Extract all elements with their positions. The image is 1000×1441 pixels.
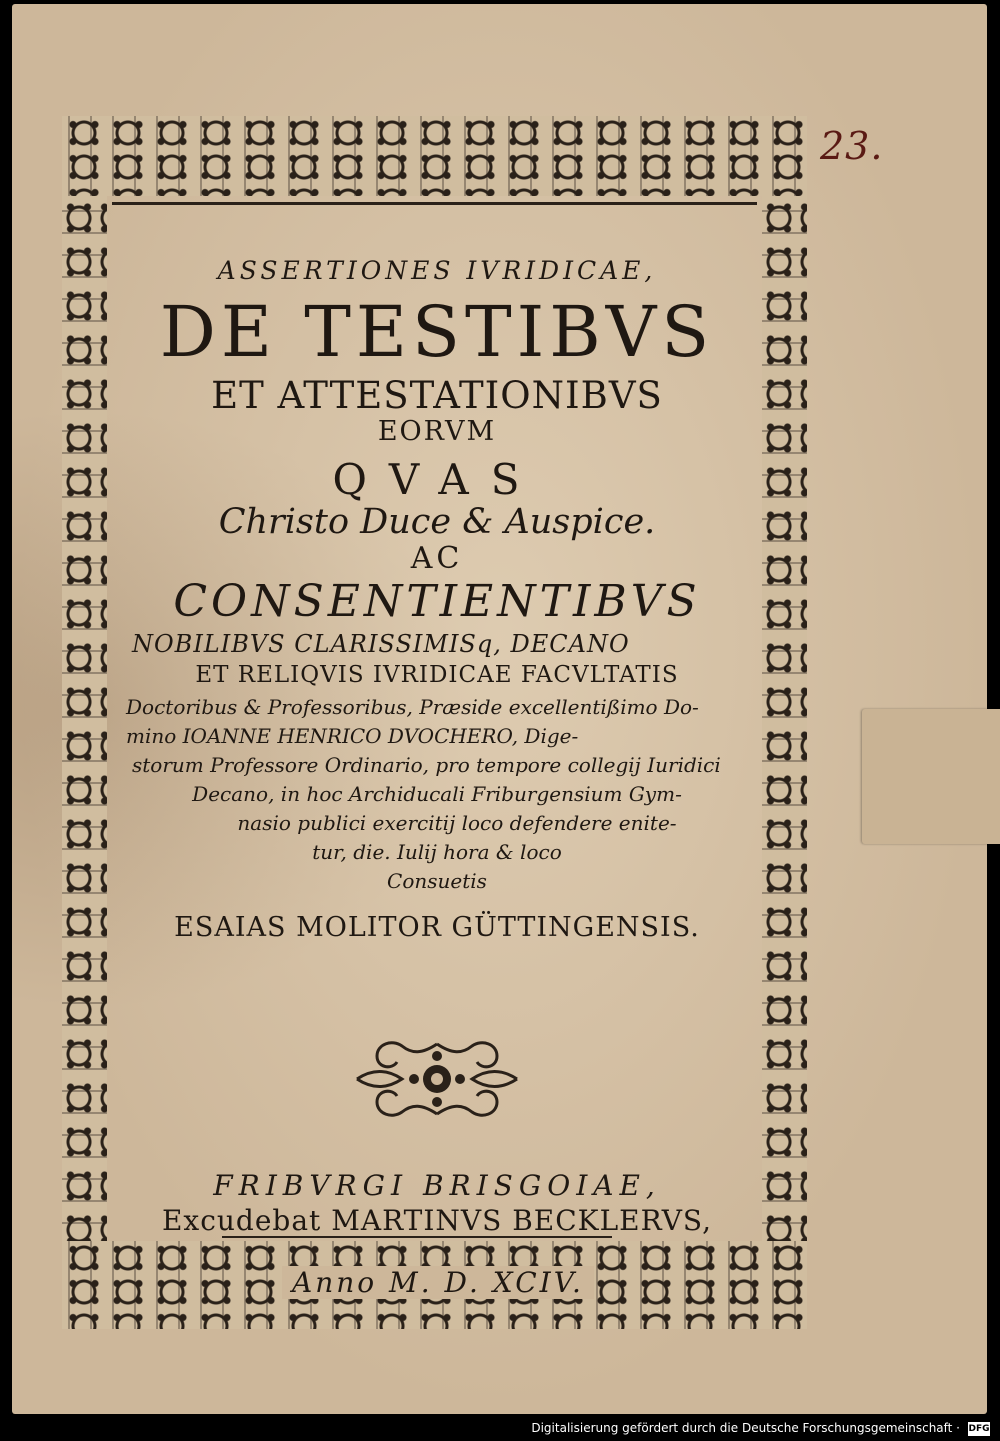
body-line-7: Consuetis	[387, 869, 487, 893]
body-line-3: storum Professore Ordinario, pro tempore collegij Iuridici	[132, 753, 721, 777]
top-rule	[112, 202, 757, 205]
title-line-10: ET RELIQVIS IVRIDICAE FACVLTATIS	[195, 662, 679, 688]
publication-year: Anno M. D. XCIV.	[282, 1266, 594, 1299]
imprint-city: FRIBVRGI BRISGOIAE,	[213, 1169, 661, 1202]
footer-bar	[0, 1416, 1000, 1441]
body-line-5: nasio publici exercitij loco defendere enite-	[237, 811, 677, 835]
title-line-8: CONSENTIENTIBVS	[173, 576, 701, 627]
body-line-2: mino IOANNE HENRICO DVOCHERO, Dige-	[126, 724, 579, 748]
title-line-7: AC	[410, 541, 464, 576]
body-line-6: tur, die. Iulij hora & loco	[312, 840, 562, 864]
border-left-ornament	[62, 196, 107, 1241]
title-block	[112, 244, 762, 941]
printer-ornament	[352, 1034, 522, 1124]
footer-credit: Digitalisierung gefördert durch die Deutsche Forschungsgemeinschaft ·	[531, 1421, 960, 1435]
book-page	[12, 4, 987, 1414]
border-top-ornament	[62, 116, 807, 196]
title-line-4: EORVM	[377, 416, 497, 447]
body-line-4: Decano, in hoc Archiducali Friburgensium Gym-	[192, 782, 682, 806]
title-line-6: Christo Duce & Auspice.	[218, 502, 656, 542]
dfg-logo: DFG	[968, 1424, 990, 1434]
title-line-1: ASSERTIONES IVRIDICAE,	[217, 256, 657, 285]
title-line-3: ET ATTESTATIONIBVS	[211, 374, 663, 417]
title-line-9: NOBILIBVS CLARISSIMISq, DECANO	[132, 630, 630, 658]
shelfmark: 23.	[820, 124, 884, 168]
imprint-printer: Excudebat MARTINVS BECKLERVS,	[161, 1204, 712, 1237]
paper-tab	[862, 709, 1000, 844]
title-line-2: DE TESTIBVS	[159, 291, 715, 373]
border-right-ornament	[762, 196, 807, 1241]
body-line-1: Doctoribus & Professoribus, Præside excellentißimo Do-	[126, 695, 699, 719]
author-line: ESAIAS MOLITOR GÜTTINGENSIS.	[174, 912, 700, 943]
body-paragraph	[112, 693, 762, 896]
title-line-5: QVAS	[332, 455, 542, 504]
